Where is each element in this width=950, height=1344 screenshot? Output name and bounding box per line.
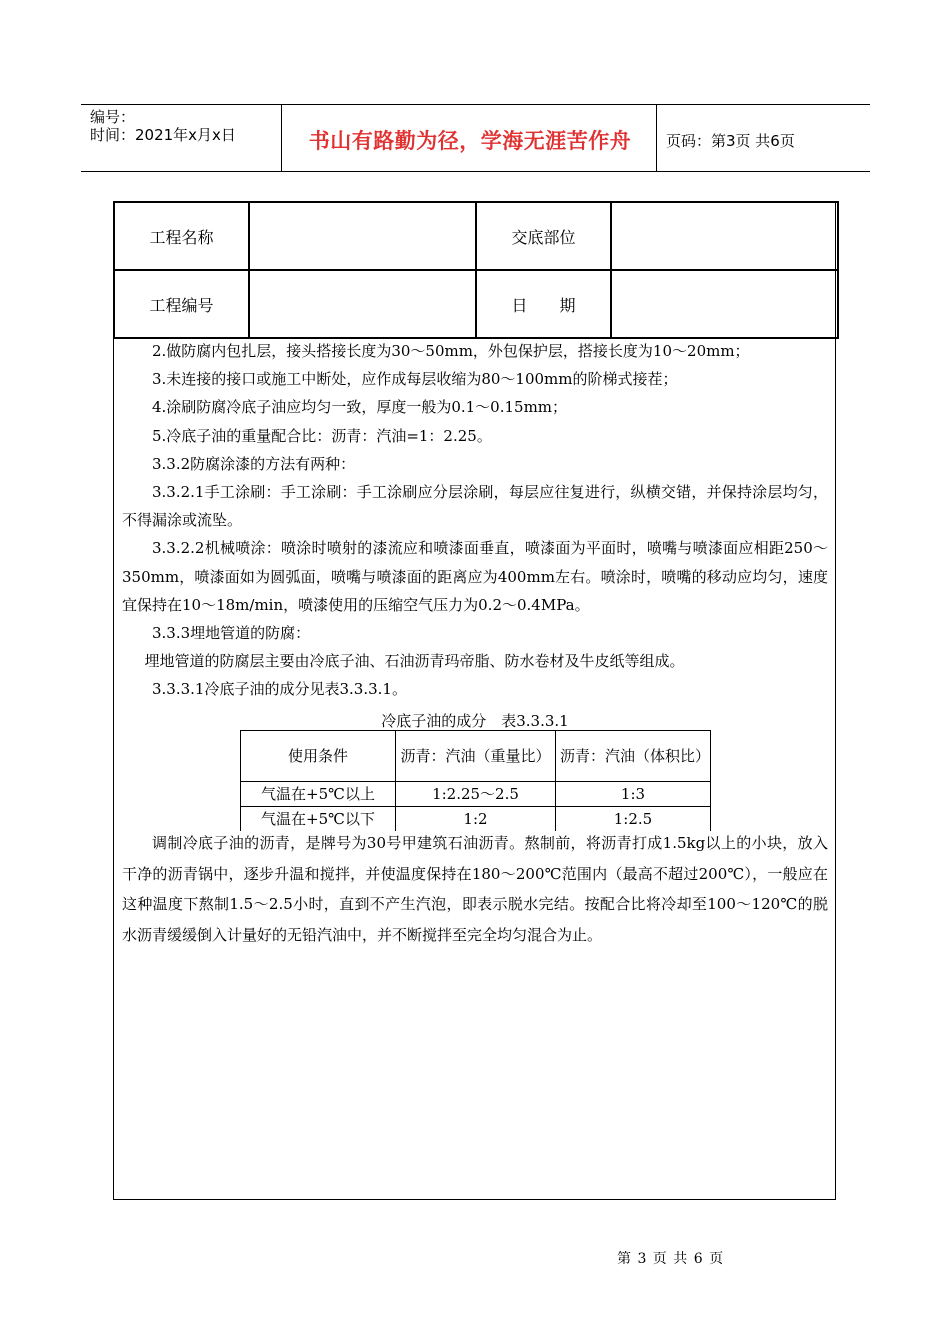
handover-part-field[interactable] [611, 202, 838, 270]
date-label: 日 期 [476, 270, 611, 338]
paragraph: 3.未连接的接口或施工中断处，应作成每层收缩为80～100mm的阶梯式接茬； [152, 370, 678, 389]
table-cell: 1:3 [556, 782, 711, 807]
table-header-cell: 沥青：汽油（重量比） [396, 731, 556, 782]
project-name-field[interactable] [249, 202, 476, 270]
header-page-number: 页码：第3页 共6页 [666, 132, 795, 150]
paragraph: 2.做防腐内包扎层，接头搭接长度为30～50mm，外包保护层，搭接长度为10～20mm； [152, 342, 750, 360]
header-divider-right [656, 104, 657, 172]
footer-page-number: 第 3 页 共 6 页 [617, 1251, 725, 1267]
header-meta [90, 108, 236, 144]
paragraph: 3.3.3.1冷底子油的成分见表3.3.3.1。 [152, 680, 407, 699]
table-caption: 冷底子油的成分 表3.3.3.1 [381, 712, 569, 730]
table-header-row [241, 731, 711, 782]
paragraph: 4.涂刷防腐冷底子油应均匀一致，厚度一般为0.1～0.15mm； [152, 398, 568, 417]
table-cell: 1:2.25～2.5 [396, 782, 556, 807]
project-number-field[interactable] [249, 270, 476, 338]
table-cell: 气温在+5℃以上 [241, 782, 396, 807]
table-header-cell: 使用条件 [241, 731, 396, 782]
project-info-row [114, 202, 838, 270]
paragraph: 3.3.2防腐涂漆的方法有两种： [152, 454, 356, 473]
paragraph: 5.冷底子油的重量配合比：沥青：汽油=1：2.25。 [152, 426, 492, 445]
table-row [241, 782, 711, 807]
header-motto: 书山有路勤为径，学海无涯苦作舟 [308, 129, 632, 153]
document-number: 编号： [90, 108, 136, 126]
table-cell: 气温在+5℃以下 [241, 807, 396, 832]
header-top-rule [81, 104, 870, 105]
document-time: 时间：2021年x月x日 [90, 126, 236, 144]
paragraph: 3.3.2.2机械喷涂：喷涂时喷射的漆流应和喷漆面垂直，喷漆面为平面时，喷嘴与喷漆面应相距250～350mm，喷漆面如为圆弧面，喷嘴与喷漆面的距离应为400mm左右。喷涂时，喷嘴的移动应均匀，速度宜保持在10～18m/min，喷漆使用的压缩空气压力为0.2～0.4MPa。 [122, 539, 828, 614]
paragraph: 3.3.3埋地管道的防腐： [152, 624, 311, 643]
body-text [122, 337, 828, 704]
paragraph: 埋地管道的防腐层主要由冷底子油、石油沥青玛帝脂、防水卷材及牛皮纸等组成。 [144, 652, 685, 671]
table-cell: 1:2.5 [556, 807, 711, 832]
paragraph: 调制冷底子油的沥青，是牌号为30号甲建筑石油沥青。熬制前，将沥青打成1.5kg以上的小块，放入干净的沥青锅中，逐步升温和搅拌，并使温度保持在180～200℃范围内（最高不超过200℃），一般应在这种温度下熬制1.5～2.5小时，直到不产生汽泡，即表示脱水完结。按配合比将冷却至100～120℃的脱水沥青缓缓倒入计量好的无铅汽油中，并不断搅拌至完全均匀混合为止。 [122, 834, 828, 944]
paragraph: 3.3.2.1手工涂刷：手工涂刷：手工涂刷应分层涂刷，每层应往复进行，纵横交错，并保持涂层均匀，不得漏涂或流坠。 [122, 483, 828, 530]
cold-oil-composition-table [240, 730, 711, 831]
project-info-row [114, 270, 838, 338]
project-name-label: 工程名称 [114, 202, 249, 270]
project-info-table [113, 201, 839, 339]
body-text-continued [122, 828, 828, 950]
header-bottom-rule [81, 171, 870, 172]
table-cell: 1:2 [396, 807, 556, 832]
project-number-label: 工程编号 [114, 270, 249, 338]
date-field[interactable] [611, 270, 838, 338]
header-divider-left [281, 104, 282, 172]
table-header-cell: 沥青：汽油（体积比） [556, 731, 711, 782]
handover-part-label: 交底部位 [476, 202, 611, 270]
